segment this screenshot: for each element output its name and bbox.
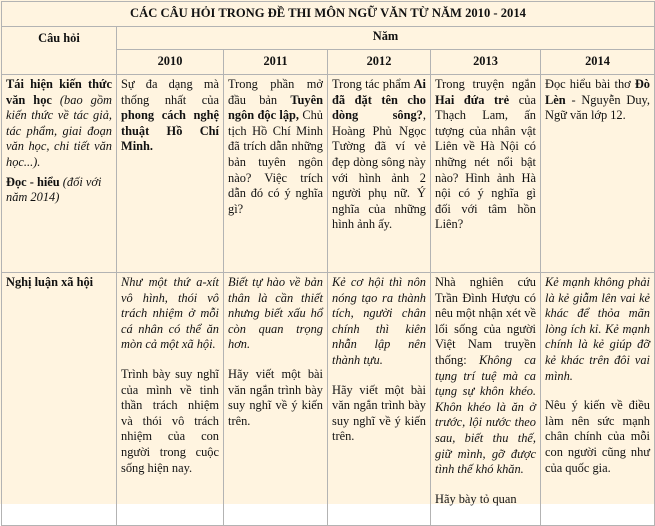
header-year-2011: 2011 [224,50,328,75]
label-knowledge-italic: (bao gồm kiến thức về tác giả, tác phẩm, giai đoạn văn học, chi tiết văn học...). [6,92,113,169]
text-2010-p1: Như một thứ a-xít vô hình, thói vô trách nhiệm ở mỗi cá nhân có thể ăn mòn cả một xã hội. [121,275,219,352]
text-2011-c: Chủ tịch Hồ Chí Minh đã trích dẫn những bản tuyên ngôn nào? Việc trích dẫn đó có ý nghĩa gì? [228,108,323,216]
label-reading-italic: (đối với năm 2014) [6,174,102,205]
text-2014-p2: Nêu ý kiến về điều làm nên sức mạnh chân chính của mỗi con người cũng như của quốc gia. [545,398,650,475]
text-2012-b: Ai đã đặt tên cho dòng sông? [332,77,426,123]
text-2013-a: Trong truyện ngắn [435,77,536,91]
text-2011-a: Trong phần mở đầu bản [228,77,323,107]
text-2011-p1: Biết tự hào về bản thân là cần thiết nhưng biết xấu hổ còn quan trọng hơn. [228,275,323,352]
header-question: Câu hỏi [2,27,117,75]
exam-questions-table [1,1,655,526]
text-2014-a: Đọc hiểu bài thơ [545,77,635,91]
cell-2010-social [117,273,224,526]
header-year-2010: 2010 [117,50,224,75]
label-reading-bold: Đọc - hiểu [6,174,60,189]
text-2010-a: Sự đa dạng mà thống nhất của [121,77,219,107]
text-2014-p1: Kẻ mạnh không phải là kẻ giẫm lên vai kẻ khác để thỏa mãn lòng ích kỉ. Kẻ mạnh chính là kẻ giúp đỡ kẻ khác trên đôi vai mình. [545,275,650,383]
text-2013-c: của Thạch Lam, ấn tượng của nhân vật Liên về Hà Nội có những nét nổi bật nào? Hình ảnh Hà nội có ý nghĩa gì đối với tâm hồn Liên? [435,92,536,232]
text-2013-b: Hai đứa trẻ [435,92,510,107]
text-2011-p2: Hãy viết một bài văn ngắn trình bày suy nghĩ về ý kiến trên. [228,366,323,428]
text-2012-c: , Hoàng Phủ Ngọc Tường đã ví vẻ đẹp dòng sông này với hình ảnh 2 người phụ nữ. Ý nghĩa của những hình ảnh ấy. [332,108,426,232]
text-2011-b: Tuyên ngôn độc lập, [228,92,323,123]
cell-2011-knowledge [224,75,328,273]
cell-2012-knowledge [328,75,431,273]
table-row [2,273,655,526]
text-2014-c: - Nguyễn Duy, Ngữ văn lớp 12. [545,92,650,123]
row-label-knowledge [2,75,117,273]
text-2013-p2: Hãy bày tỏ quan [435,491,517,506]
text-2012-p1: Kẻ cơ hội thì nôn nóng tạo ra thành tích, người chân chính thì kiên nhẫn lập nên thành tựu. [332,275,426,367]
header-year-2013: 2013 [431,50,541,75]
table-row [2,75,655,273]
cell-2014-knowledge [541,75,655,273]
text-2010-b: phong cách nghệ thuật Hồ Chí Minh. [121,108,219,154]
row-label-social: Nghị luận xã hội [2,273,117,526]
header-year-group: Năm [117,27,655,50]
label-knowledge-bold: Tái hiện kiến thức văn học [6,77,112,107]
text-2012-p2: Hãy viết một bài văn ngắn trình bày suy nghĩ về ý kiến trên. [332,382,426,444]
cell-2012-social [328,273,431,526]
text-2010-p2: Trình bày suy nghĩ của mình về tinh thần trách nhiệm và thói vô trách nhiệm của con người trong cuộc sống hiện nay. [121,366,219,475]
text-2013-p1-italic: Không ca tụng trí tuệ mà ca tụng sự khôn khéo. Khôn khéo là ăn ở trước, lội nước theo sau, biết thu thế, giữ mình, gỡ được tình thế khó khăn. [435,352,537,477]
text-2014-b: Đò Lèn [545,77,650,107]
header-year-2012: 2012 [328,50,431,75]
cell-2014-social [541,273,655,526]
table-title: CÁC CÂU HỎI TRONG ĐỀ THI MÔN NGỮ VĂN TỪ NĂM 2010 - 2014 [2,2,655,27]
text-2013-p1: Nhà nghiên cứu Trần Đình Hượu có nêu một nhận xét về lối sống của người Việt Nam truyền thống: [435,275,536,367]
cell-2010-knowledge [117,75,224,273]
cell-2013-knowledge [431,75,541,273]
header-year-2014: 2014 [541,50,655,75]
cell-2011-social [224,273,328,526]
cell-2013-social [431,273,541,526]
text-2012-a: Trong tác phẩm [332,77,414,91]
